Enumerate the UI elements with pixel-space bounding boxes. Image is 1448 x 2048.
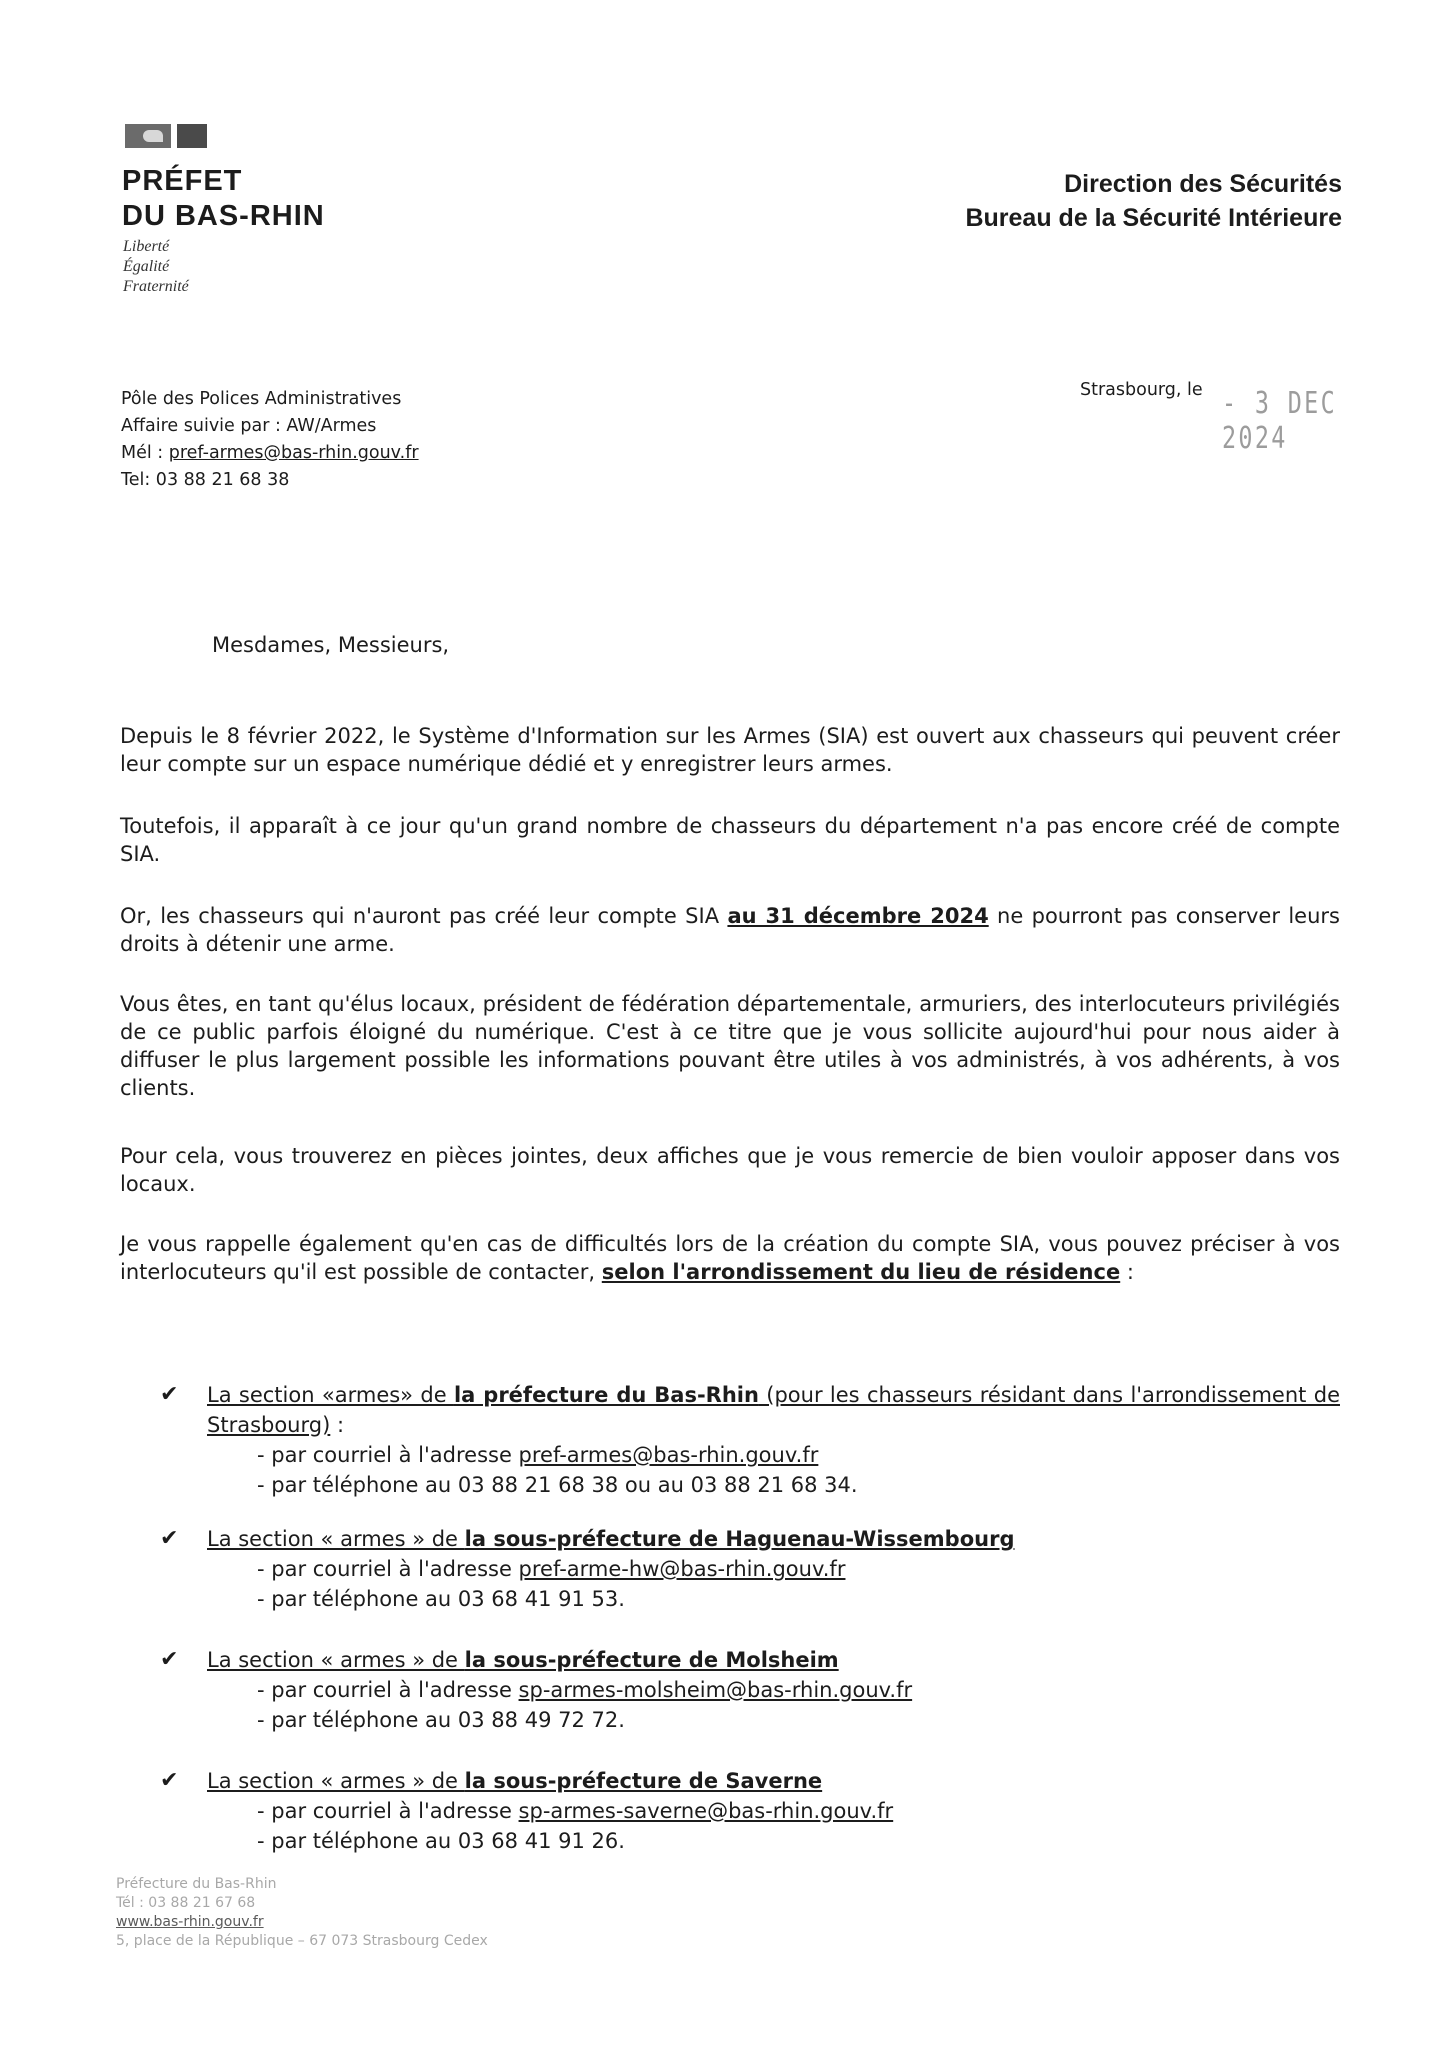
section-office: la sous-préfecture de Molsheim <box>464 1648 839 1672</box>
section-heading <box>207 1766 1340 1796</box>
mel-label: Mél : <box>121 443 169 463</box>
contact-section-haguenau <box>160 1524 1340 1614</box>
contacts-colon: : <box>1120 1260 1134 1284</box>
deadline-text: Or, les chasseurs qui n'auront pas créé leur compte SIA <box>120 904 728 928</box>
phone-line: - par téléphone au 03 88 21 68 38 ou au 03 88 21 68 34. <box>257 1473 858 1497</box>
service-reference <box>121 386 419 494</box>
email-link[interactable]: sp-armes-saverne@bas-rhin.gouv.fr <box>518 1799 894 1823</box>
section-lead: La section « armes » de <box>207 1769 465 1793</box>
paragraph-intro: Depuis le 8 février 2022, le Système d'Information sur les Armes (SIA) est ouvert aux chasseurs qui peuvent créer leur compte sur un espace numérique dédié et y enregistrer leurs armes. <box>120 724 1340 776</box>
paragraph-contacts <box>120 1230 1340 1286</box>
section-heading <box>207 1645 1340 1675</box>
checkmark-icon: ✔ <box>160 1647 179 1672</box>
section-office: la sous-préfecture de Saverne <box>464 1769 823 1793</box>
footer-name: Préfecture du Bas-Rhin <box>116 1876 277 1892</box>
paragraph-request: Vous êtes, en tant qu'élus locaux, président de fédération départementale, armuriers, des interlocuteurs privilégiés de ce public parfois éloigné du numérique. C'est à ce titre que je vous sollicite aujourd'hui pour nous aider à diffuser le plus largement possible les informations pouvant être utiles à vos administrés, à vos adhérents, à vos clients. <box>120 992 1340 1100</box>
paragraph-posters: Pour cela, vous trouverez en pièces jointes, deux affiches que je vous remercie de bien vouloir apposer dans vos locaux. <box>120 1144 1340 1196</box>
mel-email-link[interactable]: pref-armes@bas-rhin.gouv.fr <box>168 443 419 463</box>
section-tail: (pour les chasseurs résidant dans l'arrondissement de Strasbourg) <box>207 1383 1340 1437</box>
motto-line: Égalité <box>123 258 170 275</box>
email-line <box>257 1675 1340 1705</box>
paragraph-status: Toutefois, il apparaît à ce jour qu'un grand nombre de chasseurs du département n'a pas encore créé de compte SIA. <box>120 814 1340 866</box>
section-lead: La section «armes» de <box>207 1383 454 1407</box>
marianne-icon <box>125 124 171 148</box>
email-link[interactable]: sp-armes-molsheim@bas-rhin.gouv.fr <box>518 1678 913 1702</box>
contacts-text: Je vous rappelle également qu'en cas de difficultés lors de la création du compte SIA, vous pouvez préciser à vos interlocuteurs qu'il est possible de contacter, <box>120 1232 1340 1284</box>
marianne-logo <box>125 124 207 148</box>
email-label: - par courriel à l'adresse <box>257 1557 519 1581</box>
footer-address: 5, place de la République – 67 073 Strasbourg Cedex <box>116 1933 488 1949</box>
phone-line: - par téléphone au 03 88 49 72 72. <box>257 1708 625 1732</box>
contact-section-strasbourg <box>160 1380 1340 1500</box>
email-line <box>257 1796 1340 1826</box>
phone-line: - par téléphone au 03 68 41 91 53. <box>257 1587 625 1611</box>
date-place: Strasbourg, le <box>1080 380 1203 400</box>
section-heading <box>207 1524 1340 1554</box>
contact-section-saverne <box>160 1766 1340 1856</box>
email-link[interactable]: pref-arme-hw@bas-rhin.gouv.fr <box>518 1557 846 1581</box>
pole-line: Pôle des Polices Administratives <box>121 389 402 409</box>
republic-motto <box>123 237 189 297</box>
prefet-line: PRÉFET <box>122 165 243 197</box>
email-label: - par courriel à l'adresse <box>257 1678 519 1702</box>
page-footer <box>116 1875 488 1951</box>
motto-line: Liberté <box>123 238 170 255</box>
contacts-emphasis: selon l'arrondissement du lieu de résidence <box>601 1260 1121 1284</box>
bureau-line: Bureau de la Sécurité Intérieure <box>965 204 1342 232</box>
date-stamp: - 3 DEC 2024 <box>1222 386 1338 456</box>
contact-section-molsheim <box>160 1645 1340 1735</box>
prefet-line: DU BAS-RHIN <box>122 200 325 232</box>
mel-line <box>121 440 419 467</box>
phone-line: - par téléphone au 03 68 41 91 26. <box>257 1829 625 1853</box>
email-line <box>257 1554 1340 1584</box>
prefet-title <box>122 164 325 234</box>
checkmark-icon: ✔ <box>160 1768 179 1793</box>
direction-heading <box>965 167 1342 235</box>
affaire-line: Affaire suivie par : AW/Armes <box>121 416 377 436</box>
section-lead: La section « armes » de <box>207 1527 465 1551</box>
checkmark-icon: ✔ <box>160 1526 179 1551</box>
deadline-text-end: ne pourront pas conserver leurs droits à détenir une arme. <box>120 904 1340 956</box>
section-lead: La section « armes » de <box>207 1648 465 1672</box>
direction-line: Direction des Sécurités <box>1064 170 1342 198</box>
email-label: - par courriel à l'adresse <box>257 1443 519 1467</box>
tel-line: Tel: 03 88 21 68 38 <box>121 470 290 490</box>
section-heading <box>207 1380 1340 1440</box>
flag-icon <box>177 124 207 148</box>
email-link[interactable]: pref-armes@bas-rhin.gouv.fr <box>518 1443 819 1467</box>
section-end: : <box>330 1413 345 1437</box>
email-label: - par courriel à l'adresse <box>257 1799 519 1823</box>
paragraph-deadline <box>120 902 1340 958</box>
deadline-date: au 31 décembre 2024 <box>727 904 989 928</box>
section-office: la sous-préfecture de Haguenau-Wissembourg <box>464 1527 1015 1551</box>
section-office: la préfecture du Bas-Rhin <box>453 1383 759 1407</box>
motto-line: Fraternité <box>123 278 189 295</box>
footer-website-link[interactable]: www.bas-rhin.gouv.fr <box>116 1914 264 1930</box>
footer-tel: Tél : 03 88 21 67 68 <box>116 1895 256 1911</box>
salutation: Mesdames, Messieurs, <box>212 633 450 657</box>
checkmark-icon: ✔ <box>160 1382 179 1407</box>
email-line <box>257 1440 1340 1470</box>
